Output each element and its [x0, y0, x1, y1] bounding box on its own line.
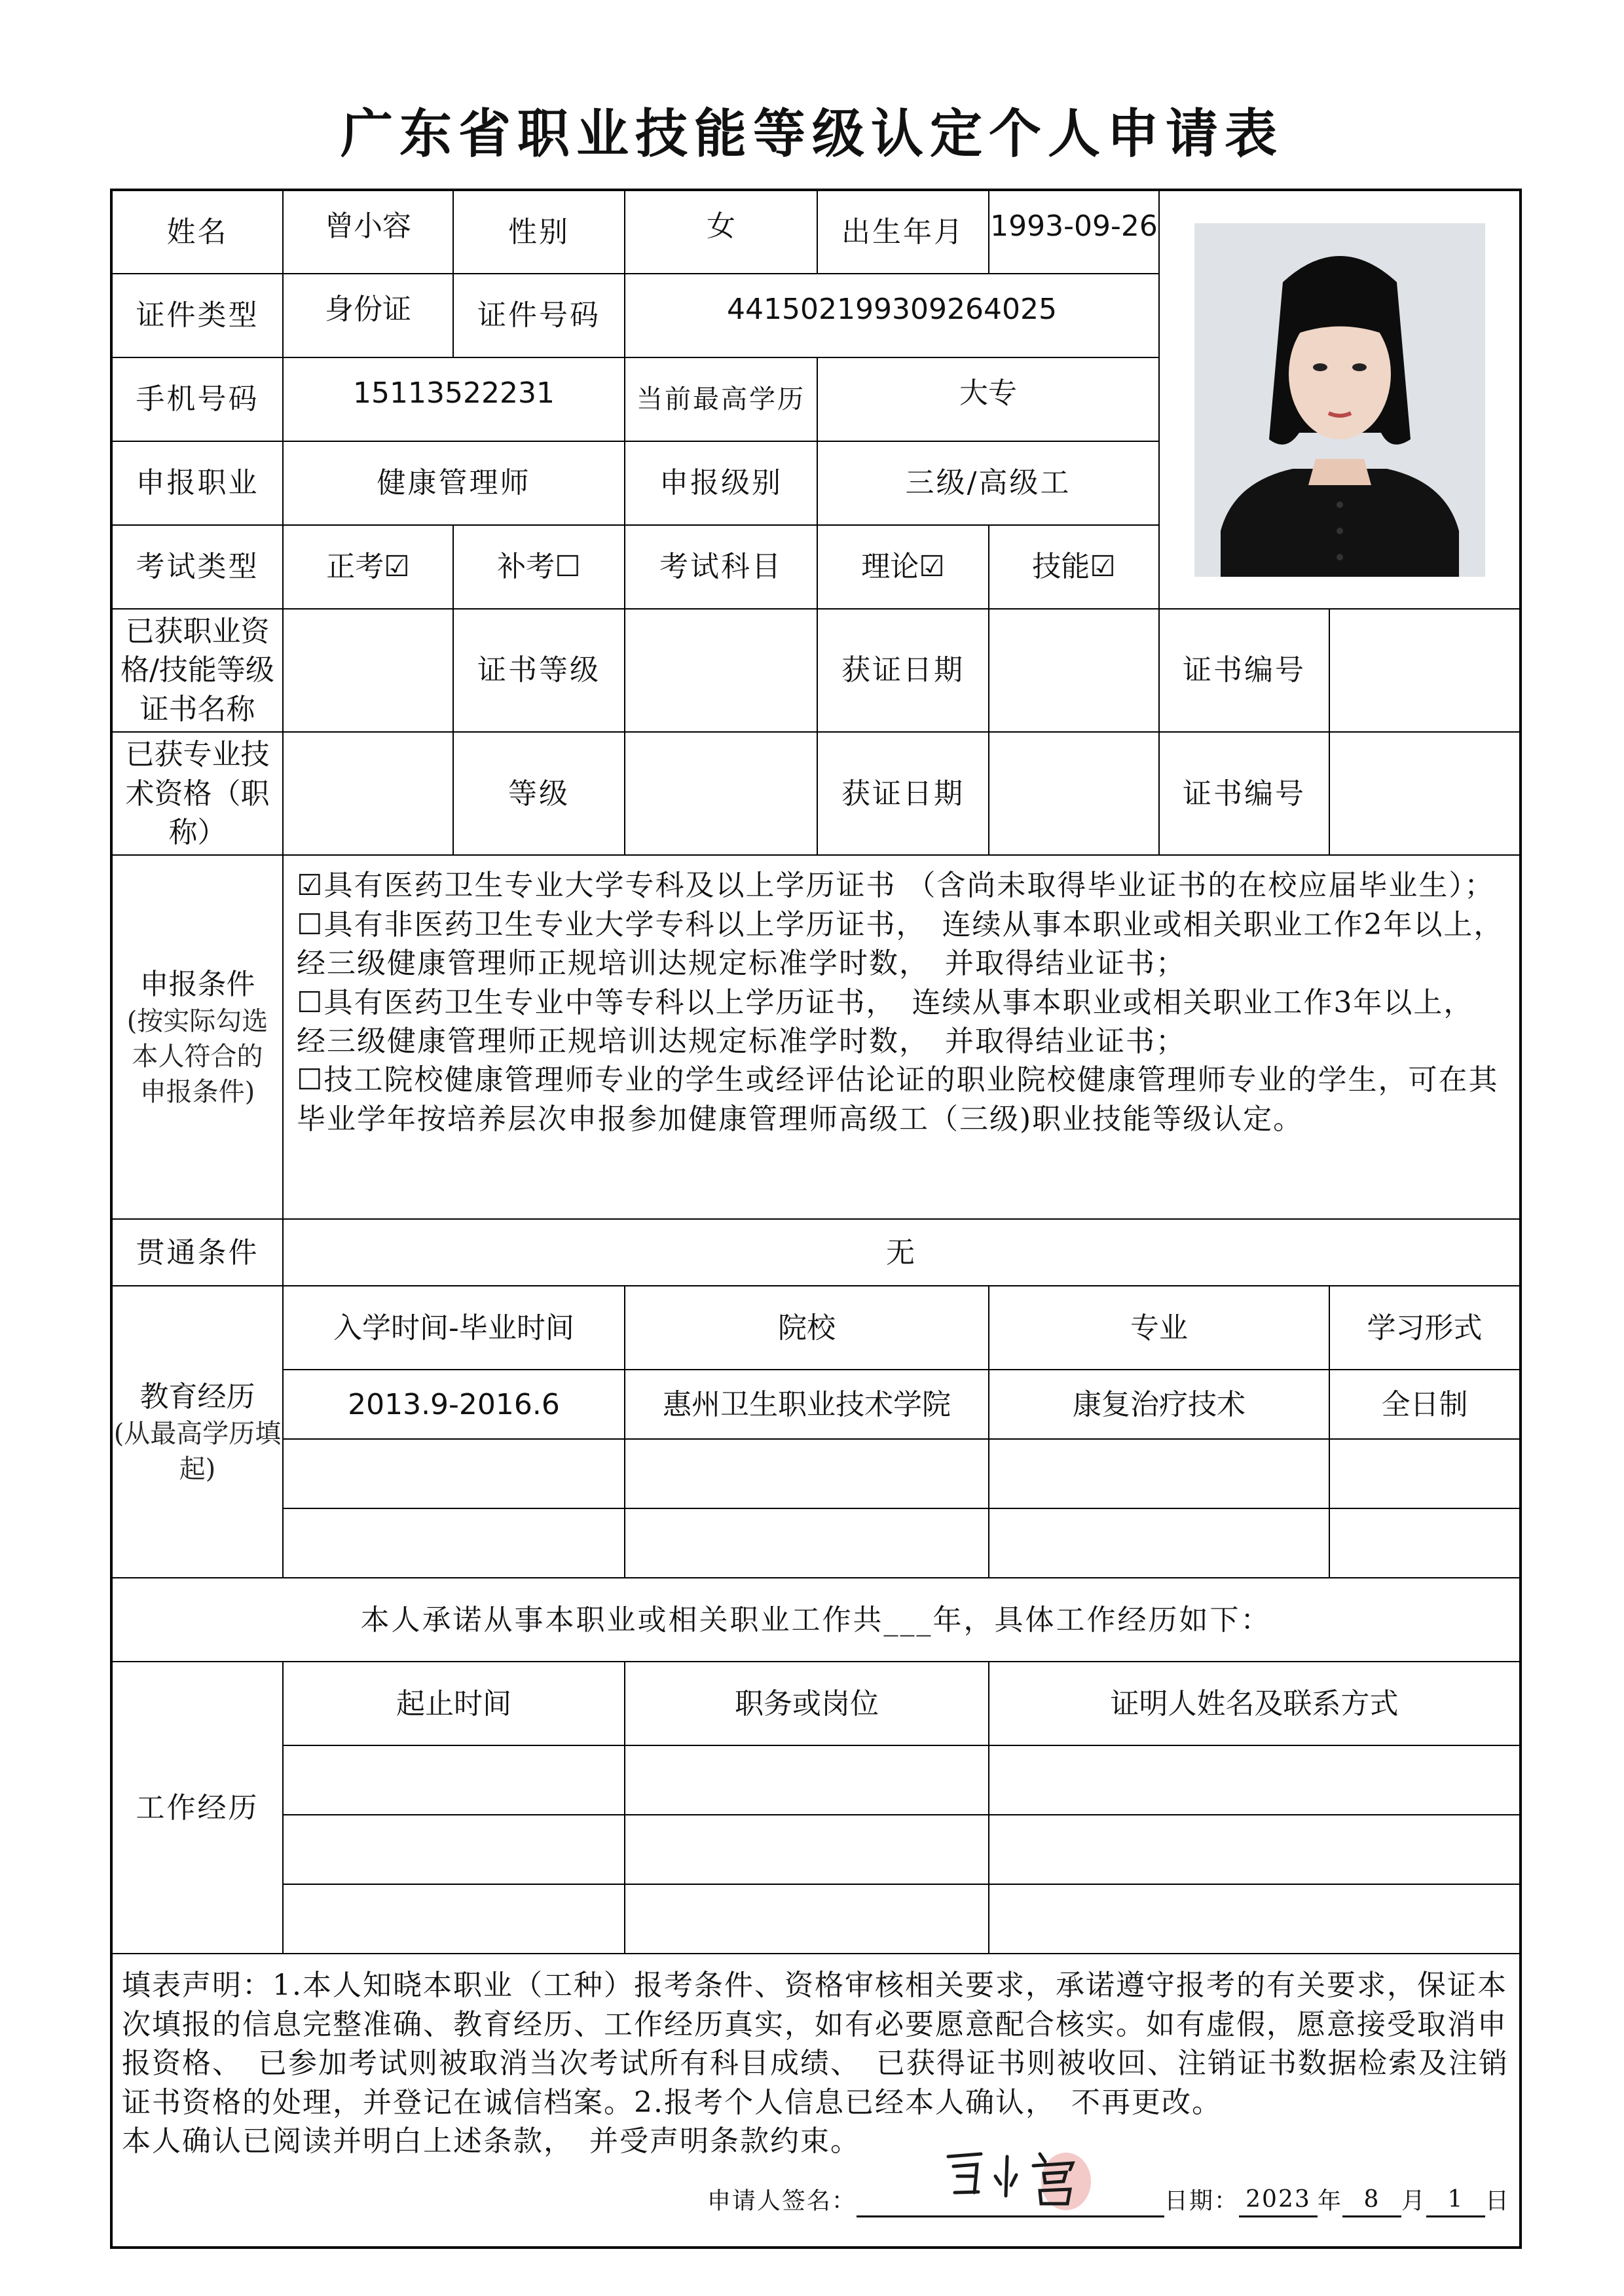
- sign-year-unit: 年: [1317, 2187, 1342, 2215]
- form-title: 广东省职业技能等级认定个人申请表: [341, 103, 1283, 164]
- cert-level-label: 证书等级: [453, 609, 625, 732]
- title-date-value[interactable]: [989, 732, 1159, 855]
- sign-day[interactable]: 1: [1426, 2184, 1485, 2218]
- edu-row-3-period[interactable]: [283, 1508, 625, 1578]
- education-label-cell: [111, 1286, 283, 1578]
- work-row-1-position[interactable]: [625, 1745, 989, 1815]
- work-header-period: 起止时间: [283, 1662, 625, 1745]
- sign-month-unit: 月: [1401, 2187, 1426, 2215]
- title-no-label: 证书编号: [1159, 732, 1329, 855]
- birth-label: 出生年月: [817, 190, 989, 274]
- work-row-3-position[interactable]: [625, 1884, 989, 1954]
- condition-item-2[interactable]: ☐具有非医药卫生专业大学专科以上学历证书， 连续从事本职业或相关职业工作2年以上， 经三级健康管理师正规培训达规定标准学时数， 并取得结业证书；: [297, 907, 1520, 981]
- cert-name-value[interactable]: [283, 609, 453, 732]
- conditions-list: [283, 855, 1521, 1219]
- photo-cell: [1159, 190, 1521, 609]
- work-header-position: 职务或岗位: [625, 1662, 989, 1745]
- id-no-value[interactable]: 441502199309264025: [625, 274, 1159, 357]
- cert-no-label: 证书编号: [1159, 609, 1329, 732]
- edu-header-school: 院校: [625, 1286, 989, 1370]
- conditions-sub-label: (按实际勾选本人符合的申报条件): [126, 1006, 268, 1108]
- exam-normal-checkbox[interactable]: 正考☑: [283, 525, 453, 609]
- cert-level-value[interactable]: [625, 609, 817, 732]
- level-label: 申报级别: [625, 441, 817, 525]
- title-date-label: 获证日期: [817, 732, 989, 855]
- subject-skill-checkbox[interactable]: 技能☑: [989, 525, 1159, 609]
- title-no-value[interactable]: [1329, 732, 1521, 855]
- exam-type-label: 考试类型: [111, 525, 283, 609]
- title-level-value[interactable]: [625, 732, 817, 855]
- title-name-label: 已获专业技术资格（职称）: [111, 732, 283, 855]
- declaration-text: 填表声明：1.本人知晓本职业（工种）报考条件、资格审核相关要求，承诺遵守报考的有关要求，保证本次填报的信息完整准确、教育经历、工作经历真实，如有必要愿意配合核实。如有虚假，愿意接受取消申报资格、 已参加考试则被取消当次考试所有科目成绩、 已获得证书则被收回、注销证书数据检索及注销证书资格的处理，并登记在诚信档案。2.报考个人信息已经本人确认， 不再更改。: [122, 1969, 1509, 2119]
- edu-row-2-mode[interactable]: [1329, 1439, 1521, 1508]
- level-value[interactable]: 三级/高级工: [817, 441, 1159, 525]
- work-row-1-period[interactable]: [283, 1745, 625, 1815]
- edu-header-mode: 学习形式: [1329, 1286, 1521, 1370]
- signature-row: [707, 2143, 1510, 2217]
- edu-row-1-school[interactable]: 惠州卫生职业技术学院: [625, 1370, 989, 1439]
- application-form: [110, 189, 1522, 2249]
- signature-field[interactable]: [857, 2143, 1164, 2217]
- work-header-reference: 证明人姓名及联系方式: [989, 1662, 1521, 1745]
- sign-day-unit: 日: [1485, 2187, 1510, 2215]
- phone-label: 手机号码: [111, 357, 283, 441]
- edu-row-2-period[interactable]: [283, 1439, 625, 1508]
- phone-value[interactable]: 15113522231: [283, 357, 625, 441]
- condition-item-4[interactable]: ☐技工院校健康管理师专业的学生或经评估论证的职业院校健康管理师专业的学生，可在其毕业学年按培养层次申报参加健康管理师高级工（三级)职业技能等级认定。: [297, 1063, 1499, 1136]
- education-label: 教育经历: [139, 1379, 255, 1413]
- id-type-value[interactable]: 身份证: [283, 274, 453, 357]
- conditions-label-cell: [111, 855, 283, 1219]
- conditions-label: 申报条件: [139, 967, 255, 1001]
- date-label: 日期：: [1164, 2187, 1239, 2215]
- edu-header-major: 专业: [989, 1286, 1329, 1370]
- through-label: 贯通条件: [111, 1219, 283, 1286]
- work-row-3-reference[interactable]: [989, 1884, 1521, 1954]
- work-promise: 本人承诺从事本职业或相关职业工作共___年，具体工作经历如下：: [111, 1578, 1521, 1662]
- edu-value[interactable]: 大专: [817, 357, 1159, 441]
- exam-makeup-checkbox[interactable]: 补考☐: [453, 525, 625, 609]
- name-label: 姓名: [111, 190, 283, 274]
- cert-date-label: 获证日期: [817, 609, 989, 732]
- sign-month[interactable]: 8: [1342, 2184, 1401, 2218]
- education-sub-label: (从最高学历填起): [113, 1419, 282, 1485]
- edu-row-3-mode[interactable]: [1329, 1508, 1521, 1578]
- birth-value[interactable]: 1993-09-26: [989, 190, 1159, 274]
- cert-no-value[interactable]: [1329, 609, 1521, 732]
- edu-row-2-major[interactable]: [989, 1439, 1329, 1508]
- edu-row-3-major[interactable]: [989, 1508, 1329, 1578]
- edu-row-1-major[interactable]: 康复治疗技术: [989, 1370, 1329, 1439]
- edu-row-1-mode[interactable]: 全日制: [1329, 1370, 1521, 1439]
- handwritten-signature: [935, 2130, 1105, 2215]
- edu-row-1-period[interactable]: 2013.9-2016.6: [283, 1370, 625, 1439]
- work-label: 工作经历: [111, 1662, 283, 1954]
- title-level-label: 等级: [453, 732, 625, 855]
- edu-row-2-school[interactable]: [625, 1439, 989, 1508]
- name-value[interactable]: 曾小容: [283, 190, 453, 274]
- cert-date-value[interactable]: [989, 609, 1159, 732]
- cert-name-label: 已获职业资格/技能等级证书名称: [111, 609, 283, 732]
- declaration-confirm: 本人确认已阅读并明白上述条款， 并受声明条款约束。: [122, 2124, 860, 2158]
- declaration-cell: [111, 1954, 1521, 2248]
- work-row-1-reference[interactable]: [989, 1745, 1521, 1815]
- gender-label: 性别: [453, 190, 625, 274]
- work-row-3-period[interactable]: [283, 1884, 625, 1954]
- condition-item-1[interactable]: ☑具有医药卫生专业大学专科及以上学历证书 （含尚未取得毕业证书的在校应届毕业生）；: [297, 869, 1495, 903]
- work-row-2-position[interactable]: [625, 1815, 989, 1884]
- edu-header-period: 入学时间-毕业时间: [283, 1286, 625, 1370]
- applicant-photo: [1194, 223, 1485, 577]
- edu-label: 当前最高学历: [625, 357, 817, 441]
- occupation-value[interactable]: 健康管理师: [283, 441, 625, 525]
- subject-label: 考试科目: [625, 525, 817, 609]
- title-name-value[interactable]: [283, 732, 453, 855]
- id-no-label: 证件号码: [453, 274, 625, 357]
- occupation-label: 申报职业: [111, 441, 283, 525]
- condition-item-3[interactable]: ☐具有医药卫生专业中等专科以上学历证书， 连续从事本职业或相关职业工作3年以上， 经三级健康管理师正规培训达规定标准学时数， 并取得结业证书；: [297, 985, 1490, 1058]
- id-type-label: 证件类型: [111, 274, 283, 357]
- sign-year[interactable]: 2023: [1239, 2184, 1318, 2218]
- edu-row-3-school[interactable]: [625, 1508, 989, 1578]
- signature-label: 申请人签名：: [707, 2187, 857, 2215]
- subject-theory-checkbox[interactable]: 理论☑: [817, 525, 989, 609]
- gender-value[interactable]: 女: [625, 190, 817, 274]
- through-value[interactable]: 无: [283, 1219, 1521, 1286]
- work-row-2-period[interactable]: [283, 1815, 625, 1884]
- work-row-2-reference[interactable]: [989, 1815, 1521, 1884]
